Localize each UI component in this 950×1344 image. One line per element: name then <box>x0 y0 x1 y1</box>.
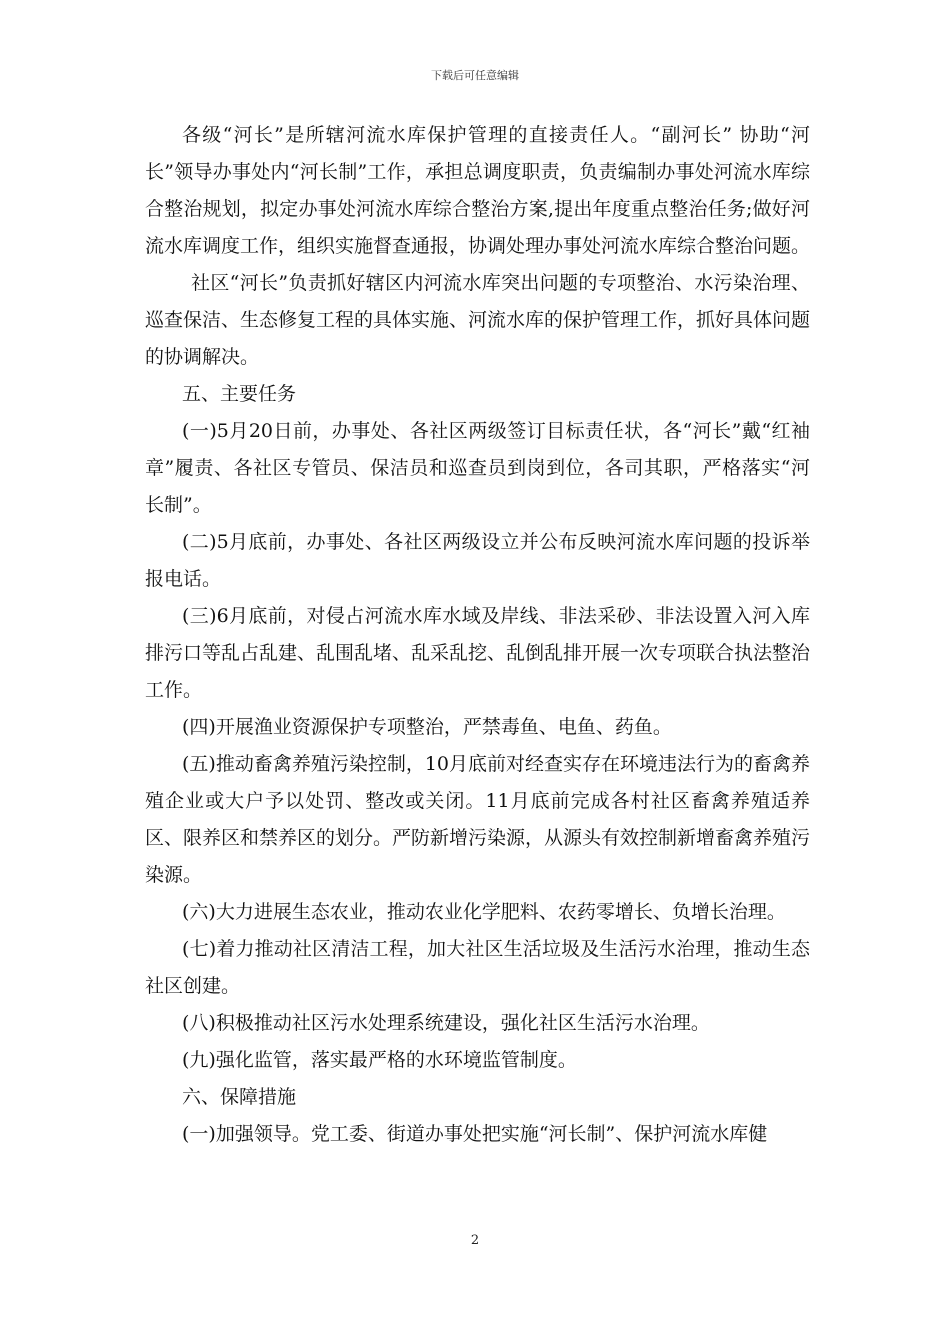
task-item-7: (七)着力推动社区清洁工程，加大社区生活垃圾及生活污水治理，推动生态社区创建。 <box>145 938 810 997</box>
section-heading-main-tasks: 五、主要任务 <box>182 383 297 405</box>
task-item-9: (九)强化监管，落实最严格的水环境监管制度。 <box>182 1049 577 1071</box>
task-item-5: (五)推动畜禽养殖污染控制，10月底前对经查实存在环境违法行为的畜禽养殖企业或大户予以处罚、整改或关闭。11月底前完成各村社区畜禽养殖适养区、限养区和禁养区的划分。严防新增污染源，从源头有效控制新增畜禽养殖污染源。 <box>145 753 811 886</box>
document-body <box>145 117 810 1153</box>
task-item-6: (六)大力进展生态农业，推动农业化学肥料、农药零增长、负增长治理。 <box>182 901 786 923</box>
task-item-1: (一)5月20日前，办事处、各社区两级签订目标责任状，各“河长”戴“红袖章”履责、各社区专管员、保洁员和巡查员到岗到位，各司其职，严格落实“河长制”。 <box>145 420 810 516</box>
safeguard-item-1: (一)加强领导。党工委、街道办事处把实施“河长制”、保护河流水库健 <box>182 1123 768 1145</box>
section-heading-safeguards: 六、保障措施 <box>182 1086 297 1108</box>
paragraph-river-chief-duties: 各级“河长”是所辖河流水库保护管理的直接责任人。“副河长” 协助“河长”领导办事处内“河长制”工作，承担总调度职责，负责编制办事处河流水库综合整治规划，拟定办事处河流水库综合整治方案,提出年度重点整治任务;做好河流水库调度工作，组织实施督查通报，协调处理办事处河流水库综合整治问题。 <box>145 124 811 257</box>
task-item-4: (四)开展渔业资源保护专项整治，严禁毒鱼、电鱼、药鱼。 <box>182 716 672 738</box>
page-header-note: 下载后可任意编辑 <box>431 69 519 82</box>
task-item-8: (八)积极推动社区污水处理系统建设，强化社区生活污水治理。 <box>182 1012 710 1034</box>
paragraph-community-river-chief: 社区“河长”负责抓好辖区内河流水库突出问题的专项整治、水污染治理、巡查保洁、生态修复工程的具体实施、河流水库的保护管理工作，抓好具体问题的协调解决。 <box>145 272 811 368</box>
task-item-3: (三)6月底前，对侵占河流水库水域及岸线、非法采砂、非法设置入河入库排污口等乱占乱建、乱围乱堵、乱采乱挖、乱倒乱排开展一次专项联合执法整治工作。 <box>145 605 811 701</box>
page-number: 2 <box>470 1233 480 1248</box>
task-item-2: (二)5月底前，办事处、各社区两级设立并公布反映河流水库问题的投诉举报电话。 <box>145 531 810 590</box>
